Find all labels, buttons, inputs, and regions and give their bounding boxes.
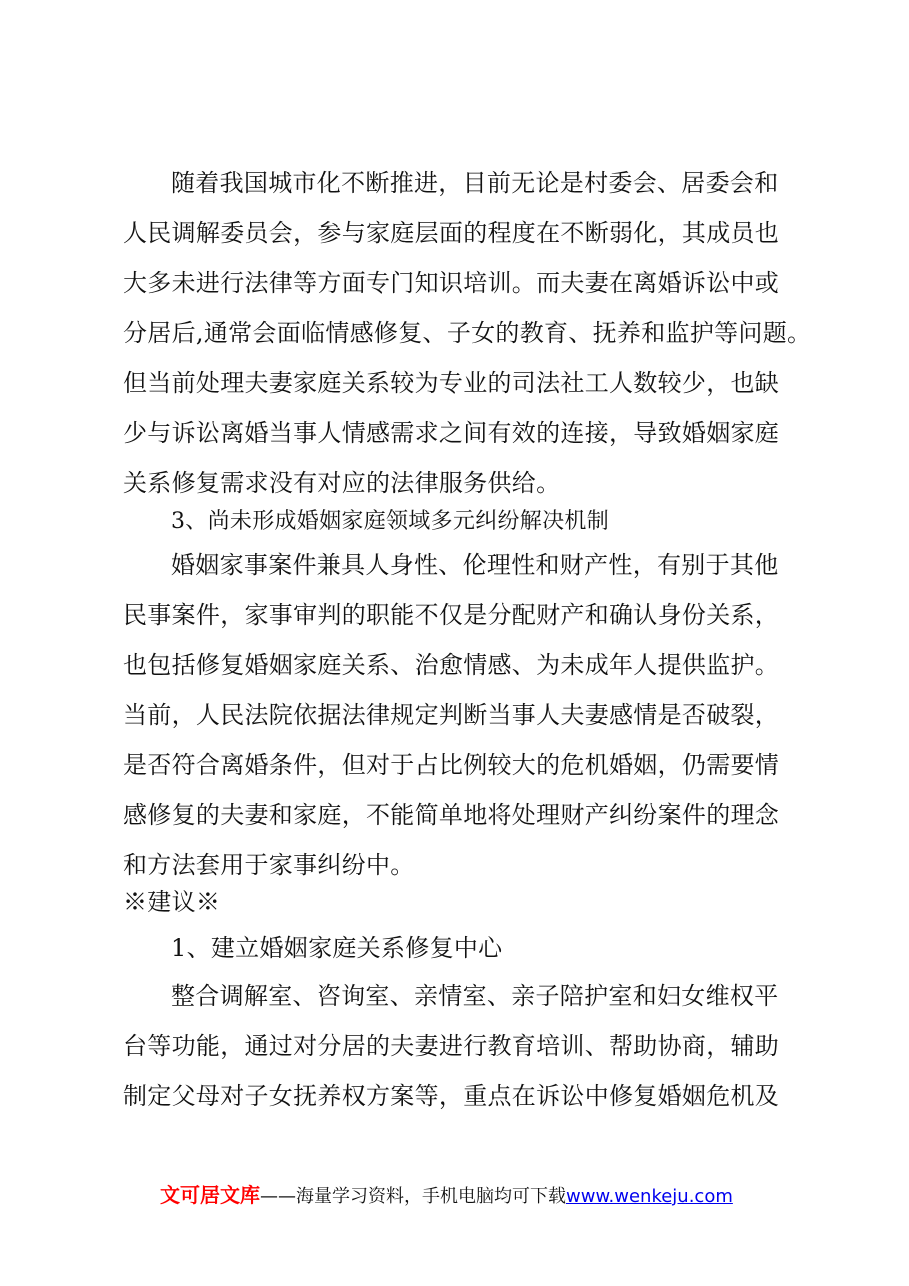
paragraph-line: 婚姻家事案件兼具人身性、伦理性和财产性，有别于其他 (171, 551, 779, 579)
paragraph-line: 也包括修复婚姻家庭关系、治愈情感、为未成年人提供监护。 (123, 651, 780, 679)
paragraph-line: 分居后,通常会面临情感修复、子女的教育、抚养和监护等问题。 (123, 319, 812, 347)
footer-banner (160, 1181, 733, 1211)
section-heading: 3、尚未形成婚姻家庭领域多元纠纷解决机制 (171, 509, 609, 534)
paragraph-line: 民事案件，家事审判的职能不仅是分配财产和确认身份关系， (123, 601, 780, 629)
paragraph-line: 当前，人民法院依据法律规定判断当事人夫妻感情是否破裂， (123, 701, 780, 729)
paragraph-line: 人民调解委员会，参与家庭层面的程度在不断弱化，其成员也 (123, 219, 780, 247)
footer-link[interactable]: www.wenkeju.com (566, 1186, 733, 1207)
paragraph-line: 大多未进行法律等方面专门知识培训。而夫妻在离婚诉讼中或 (123, 269, 780, 297)
paragraph-line: 少与诉讼离婚当事人情感需求之间有效的连接，导致婚姻家庭 (123, 419, 780, 447)
paragraph-line: 台等功能，通过对分居的夫妻进行教育培训、帮助协商，辅助 (123, 1032, 780, 1060)
section-heading: 1、建立婚姻家庭关系修复中心 (171, 934, 503, 962)
section-heading: ※建议※ (123, 888, 221, 916)
paragraph-line: 制定父母对子女抚养权方案等，重点在诉讼中修复婚姻危机及 (123, 1082, 780, 1110)
paragraph-line: 和方法套用于家事纠纷中。 (123, 851, 415, 879)
paragraph-line: 是否符合离婚条件，但对于占比例较大的危机婚姻，仍需要情 (123, 751, 780, 779)
paragraph-line: 关系修复需求没有对应的法律服务供给。 (123, 469, 561, 497)
paragraph-line: 整合调解室、咨询室、亲情室、亲子陪护室和妇女维权平 (171, 982, 779, 1010)
paragraph-line: 感修复的夫妻和家庭，不能简单地将处理财产纠纷案件的理念 (123, 801, 780, 829)
paragraph-line: 随着我国城市化不断推进，目前无论是村委会、居委会和 (171, 169, 779, 197)
footer-tagline: ——海量学习资料，手机电脑均可下载 (260, 1186, 566, 1207)
paragraph-line: 但当前处理夫妻家庭关系较为专业的司法社工人数较少，也缺 (123, 369, 780, 397)
footer-brand: 文可居文库 (160, 1183, 260, 1207)
